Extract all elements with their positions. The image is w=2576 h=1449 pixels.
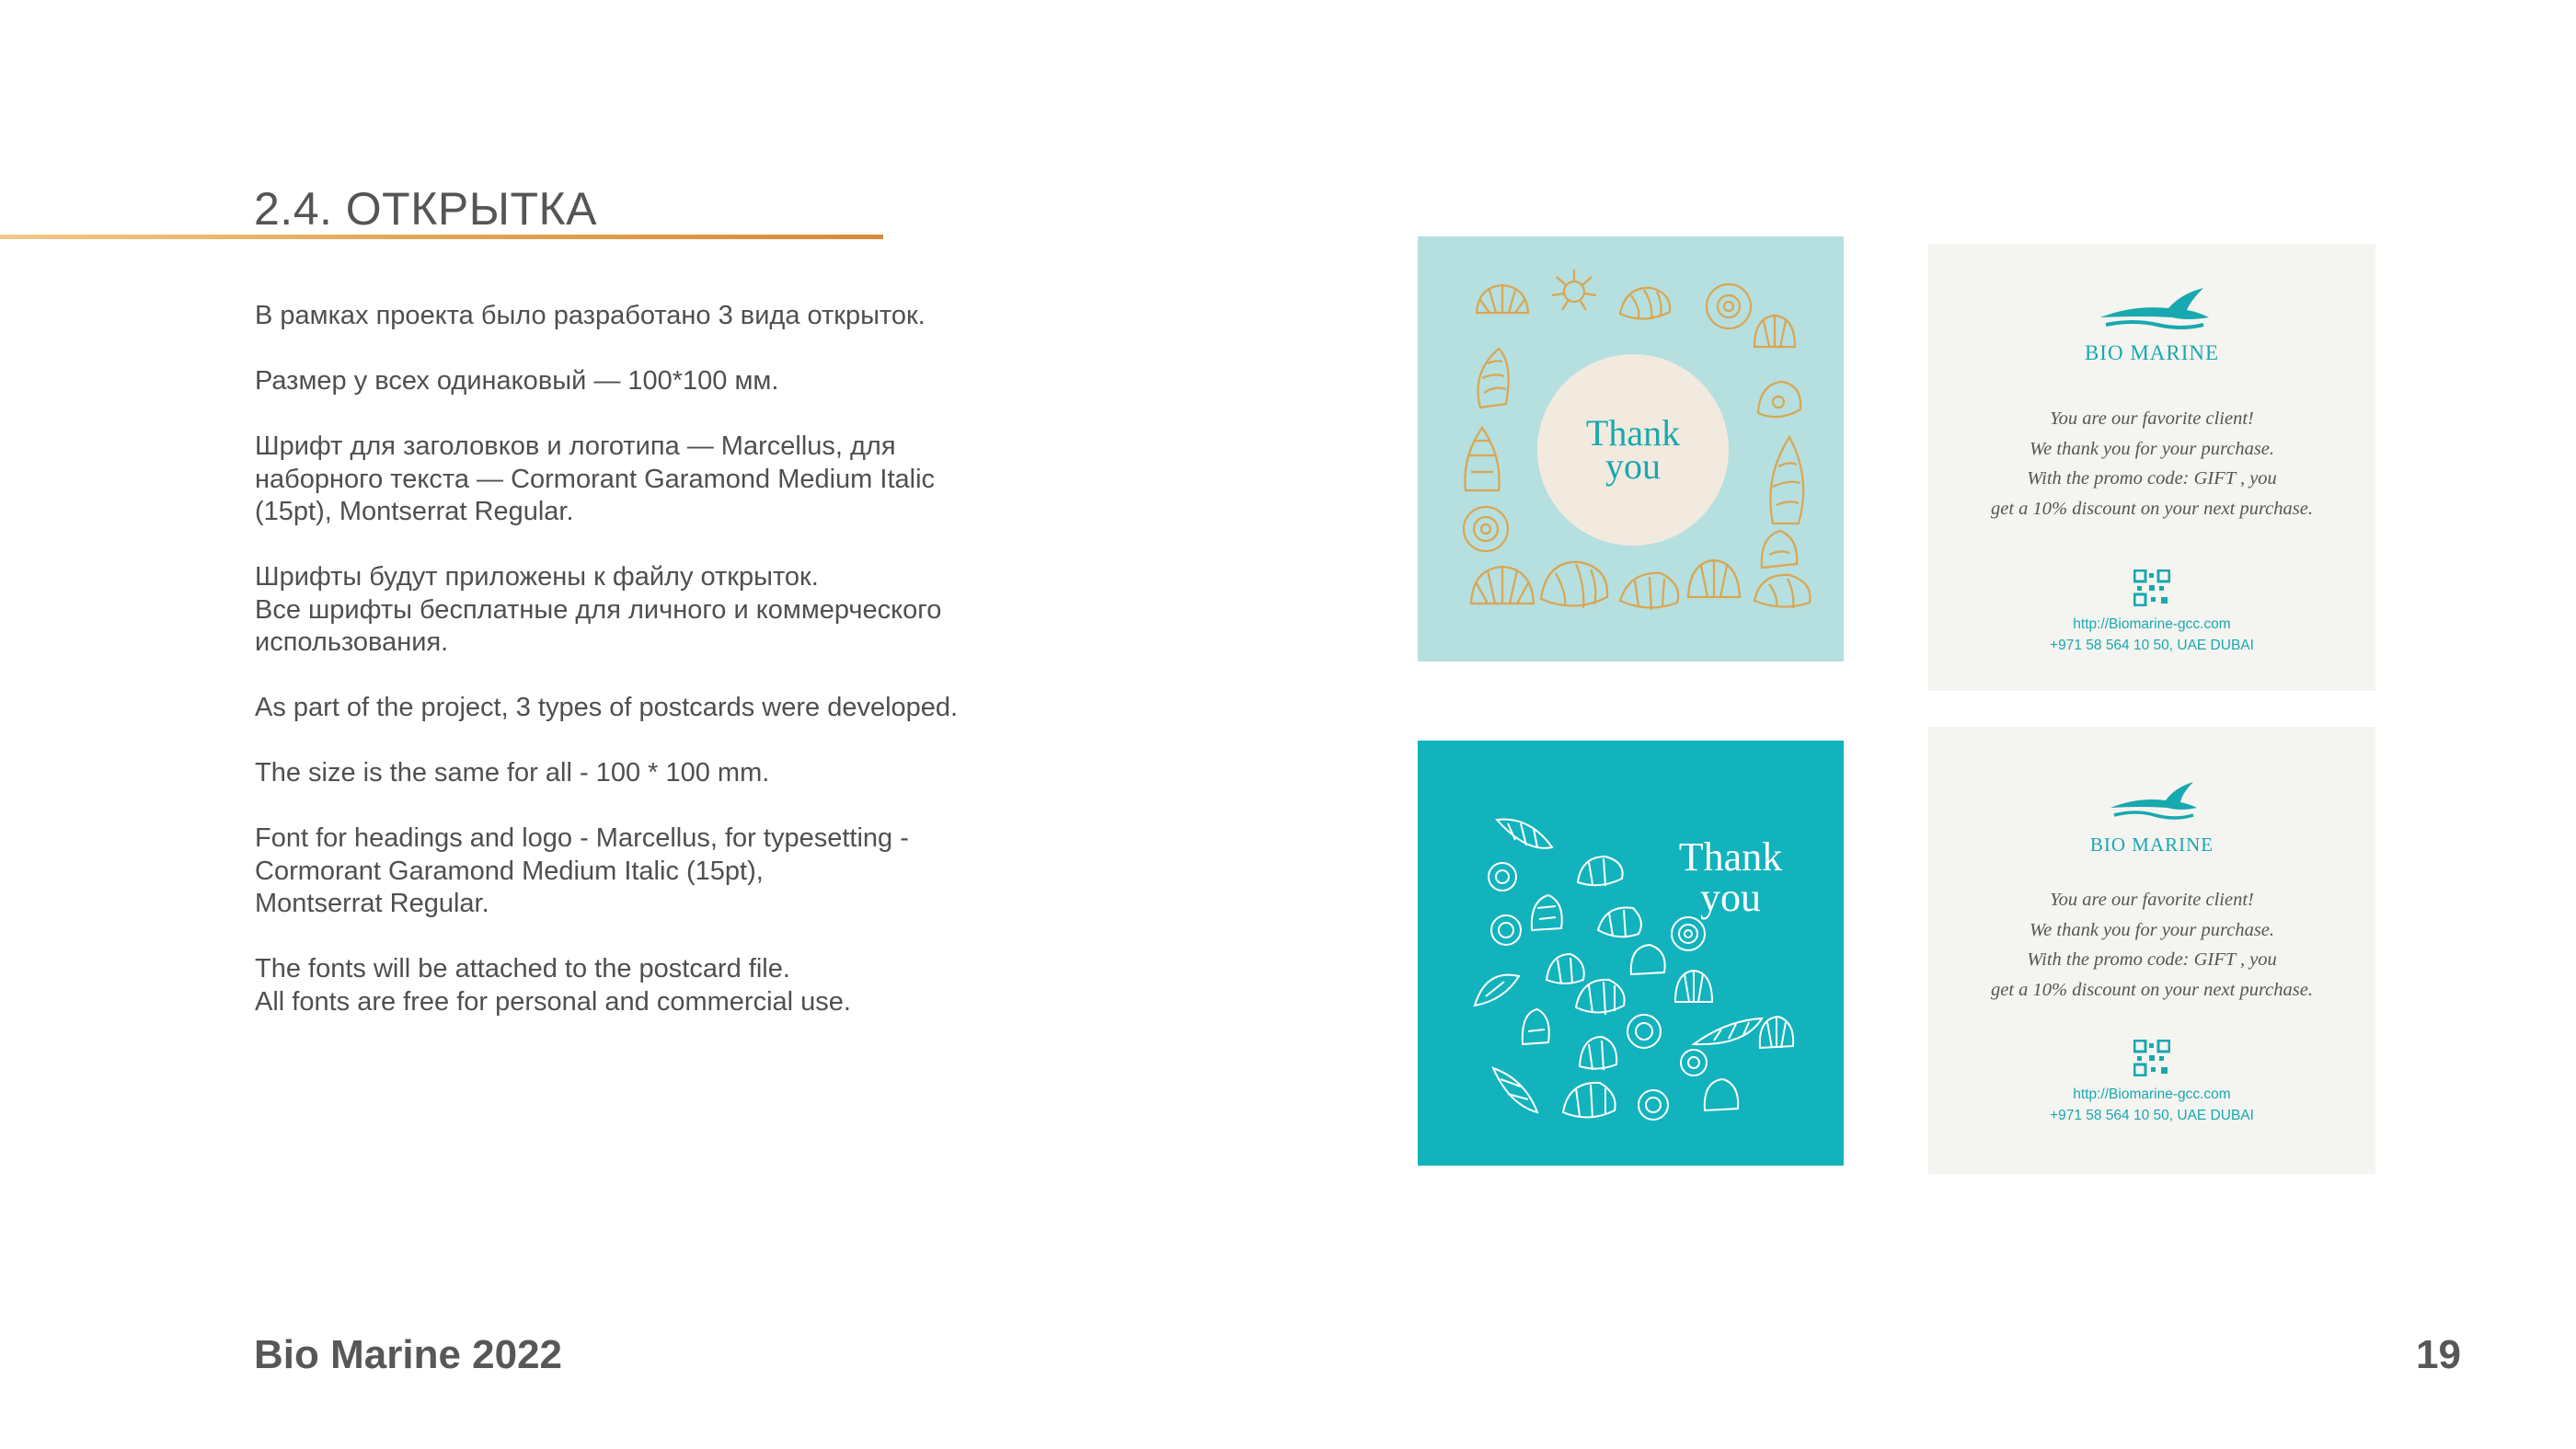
text-line: The fonts will be attached to the postcard file. (255, 954, 790, 983)
card-brand-name: BIO MARINE (2084, 341, 2220, 364)
message-line: get a 10% discount on your next purchase. (1991, 979, 2313, 1000)
bio-marine-logo-icon (2087, 281, 2216, 332)
title-underline (0, 235, 883, 239)
thank-you-circle (1537, 354, 1729, 546)
text-line: All fonts are free for personal and commercial use. (255, 986, 851, 1017)
thank-you-line2: you (1605, 445, 1661, 487)
message-line: We thank you for your purchase. (2029, 438, 2275, 459)
thank-you-line1: Thank (1585, 412, 1681, 454)
postcard-back-1 (1928, 244, 2375, 691)
thank-you-line2: you (1700, 875, 1761, 920)
card-message (1928, 404, 2375, 523)
website-url: http://Biomarine-gcc.com (2073, 1087, 2231, 1102)
card-contact (1928, 1084, 2375, 1126)
message-line: get a 10% discount on your next purchase. (1991, 498, 2313, 519)
seashell-cluster-icon (1418, 741, 1844, 1166)
paragraph-8 (255, 953, 1083, 1018)
card-message (1928, 885, 2375, 1005)
website-url: http://Biomarine-gcc.com (2073, 616, 2231, 632)
qr-code-icon (2133, 569, 2170, 606)
phone-number: +971 58 564 10 50, UAE DUBAI (2050, 638, 2254, 653)
text-line: (15pt), Montserrat Regular. (255, 497, 574, 526)
text-line: Cormorant Garamond Medium Italic (15pt), (255, 856, 764, 886)
paragraph-3 (255, 431, 1083, 529)
text-line: В рамках проекта было разработано 3 вида открыток. (255, 301, 926, 330)
paragraph-6 (255, 757, 1083, 790)
section-title: 2.4. ОТКРЫТКА (254, 183, 597, 235)
text-line: Все шрифты бесплатные для личного и коммерческого (255, 594, 942, 625)
text-line: Шрифт для заголовков и логотипа — Marcellus, для (255, 431, 896, 461)
text-line: Размер у всех одинаковый — 100*100 мм. (255, 366, 779, 396)
footer-brand: Bio Marine 2022 (254, 1332, 563, 1377)
postcard-front-teal (1418, 741, 1844, 1166)
text-line: As part of the project, 3 types of postcards were developed. (255, 693, 959, 722)
postcard-back-2 (1928, 727, 2375, 1174)
paragraph-7 (255, 822, 1083, 921)
postcard-front-light (1418, 236, 1844, 661)
message-line: We thank you for your purchase. (2029, 919, 2275, 940)
thank-you-line1: Thank (1678, 834, 1783, 880)
message-line: You are our favorite client! (2050, 408, 2254, 429)
text-line: Font for headings and logo - Marcellus, for typesetting - (255, 823, 909, 853)
text-line: наборного текста — Cormorant Garamond Medium Italic (255, 464, 936, 494)
text-line: Шрифты будут приложены к файлу открыток. (255, 562, 819, 592)
paragraph-2 (255, 365, 1083, 398)
paragraph-1 (255, 300, 1083, 333)
paragraph-5 (255, 692, 1083, 725)
text-line: Montserrat Regular. (255, 889, 489, 918)
description-text (255, 300, 1083, 1052)
thank-you-text (1639, 834, 1823, 920)
qr-code-icon (2133, 1040, 2170, 1076)
bio-marine-logo-icon (2101, 776, 2202, 821)
card-brand-name: BIO MARINE (2089, 834, 2214, 856)
message-line: You are our favorite client! (2050, 890, 2254, 910)
phone-number: +971 58 564 10 50, UAE DUBAI (2050, 1108, 2254, 1123)
paragraph-4 (255, 561, 1083, 660)
page-number: 19 (2416, 1332, 2461, 1377)
text-line: использования. (255, 627, 449, 657)
message-line: With the promo code: GIFT , you (2027, 468, 2277, 489)
card-contact (1928, 614, 2375, 656)
text-line: The size is the same for all - 100 * 100 mm. (255, 758, 770, 788)
message-line: With the promo code: GIFT , you (2027, 949, 2277, 970)
